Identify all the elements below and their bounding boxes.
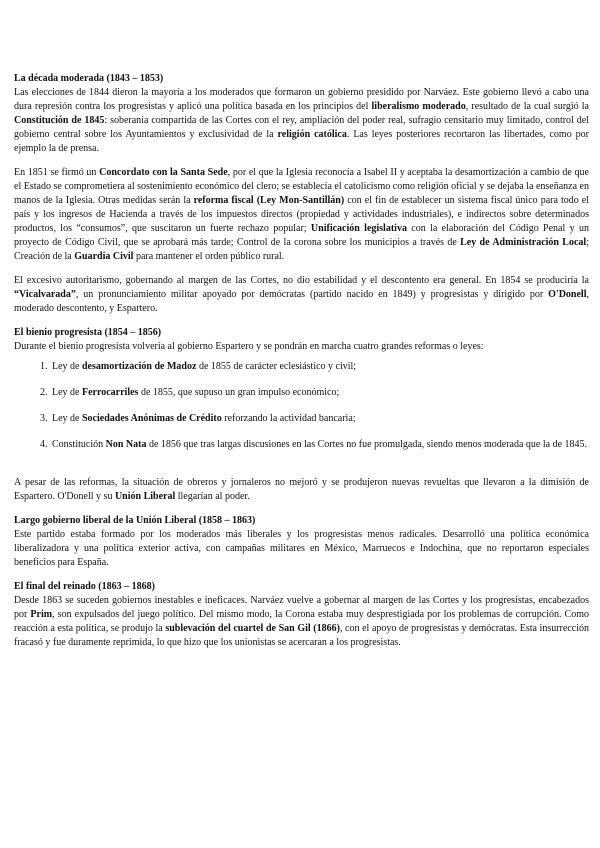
section-heading-union-liberal: Largo gobierno liberal de la Unión Liberal (1858 – 1863) xyxy=(14,515,256,526)
paragraph-bienio-intro: Durante el bienio progresista volvería al gobierno Espartero y se pondrán en marcha cuatro grandes reformas o leyes: xyxy=(14,341,484,352)
list-item: 2. Ley de Ferrocarriles de 1855, que supuso un gran impulso económico; xyxy=(50,386,589,400)
reform-list xyxy=(14,360,589,452)
section-heading-final-reinado: El final del reinado (1863 – 1868) xyxy=(14,581,155,592)
section-heading-bienio-progresista: El bienio progresista (1854 – 1856) xyxy=(14,327,162,338)
list-item: 4. Constitución Non Nata de 1856 que tras largas discusiones en las Cortes no fue promulgada, siendo menos moderada que la de 1845. xyxy=(50,438,589,452)
paragraph-decada-moderada-2: En 1851 se firmó un Concordato con la Santa Sede, por el que la Iglesia reconocía a Isabel II y aceptaba la desamortización a cambio de que el Estado se comprometiera al sostenimiento económico del clero; se establecía el catolicismo como religión oficial y se dejaba la enseñanza en manos de la Iglesia. Otras medidas serán la reforma fiscal (Ley Mon-Santillán) con el fin de establecer un sistema fiscal único para todo el país y los ingresos de Hacienda a través de los impuestos directos (propiedad y actividades industriales), e indirectos sobre determinados productos, los “consumos”, que suscitaron un fuerte rechazo popular; Unificación legislativa con la elaboración del Código Penal y un proyecto de Código Civil, que se aprobará más tarde; Control de la corona sobre los municipios a través de Ley de Administración Local; Creación de la Guardia Civil para mantener el orden público rural. xyxy=(14,167,589,262)
section-heading-decada-moderada: La década moderada (1843 – 1853) xyxy=(14,73,164,84)
paragraph-union-liberal: Este partido estaba formado por los moderados más liberales y los progresistas menos radicales. Desarrolló una política económica liberalizadora y una política exterior activa, con campañas militares en México, Marruecos e Indochina, que no reportaron especiales beneficios para España. xyxy=(14,529,589,568)
paragraph-bienio-after: A pesar de las reformas, la situación de obreros y jornaleros no mejoró y se produjeron nuevas revueltas que llevaron a la dimisión de Espartero. O'Donell y su Unión Liberal llegarían al poder. xyxy=(14,477,589,502)
paragraph-final-reinado: Desde 1863 se suceden gobiernos inestables e ineficaces. Narváez vuelve a gobernar al margen de las Cortes y los progresistas, encabezados por Prim, son expulsados del juego político. Del mismo modo, la Corona estaba muy desprestigiada por los problemas de corrupción. Como reacción a esta política, se produjo la sublevación del cuartel de San Gil (1866), con el apoyo de progresistas y demócratas. Esta insurrección fracasó y fue duramente reprimida, lo que hizo que los unionistas se acercaran a los progresistas. xyxy=(14,595,589,648)
list-item: 3. Ley de Sociedades Anónimas de Crédito reforzando la actividad bancaria; xyxy=(50,412,589,426)
list-item: 1. Ley de desamortización de Madoz de 1855 de carácter eclesiástico y civil; xyxy=(50,360,589,374)
paragraph-decada-moderada-3: El excesivo autoritarismo, gobernando al margen de las Cortes, no dio estabilidad y el descontento era general. En 1854 se produciría la “Vicalvarada”, un pronunciamiento militar apoyado por demócratas (partido nacido en 1849) y progresistas y dirigido por O'Donell, moderado descontento, y Espartero. xyxy=(14,275,589,314)
paragraph-decada-moderada-1: Las elecciones de 1844 dieron la mayoría a los moderados que formaron un gobierno presidido por Narváez. Este gobierno llevó a cabo una dura represión contra los progresistas y aplicó una política basada en los principios del liberalismo moderado, resultado de la cual surgió la Constitución de 1845: soberanía compartida de las Cortes con el rey, ampliación del poder real, sufragio censitario muy limitado, control del gobierno central sobre los Ayuntamientos y exclusividad de la religión católica. Las leyes posteriores recortaron las libertades, como por ejemplo la de prensa. xyxy=(14,87,589,154)
